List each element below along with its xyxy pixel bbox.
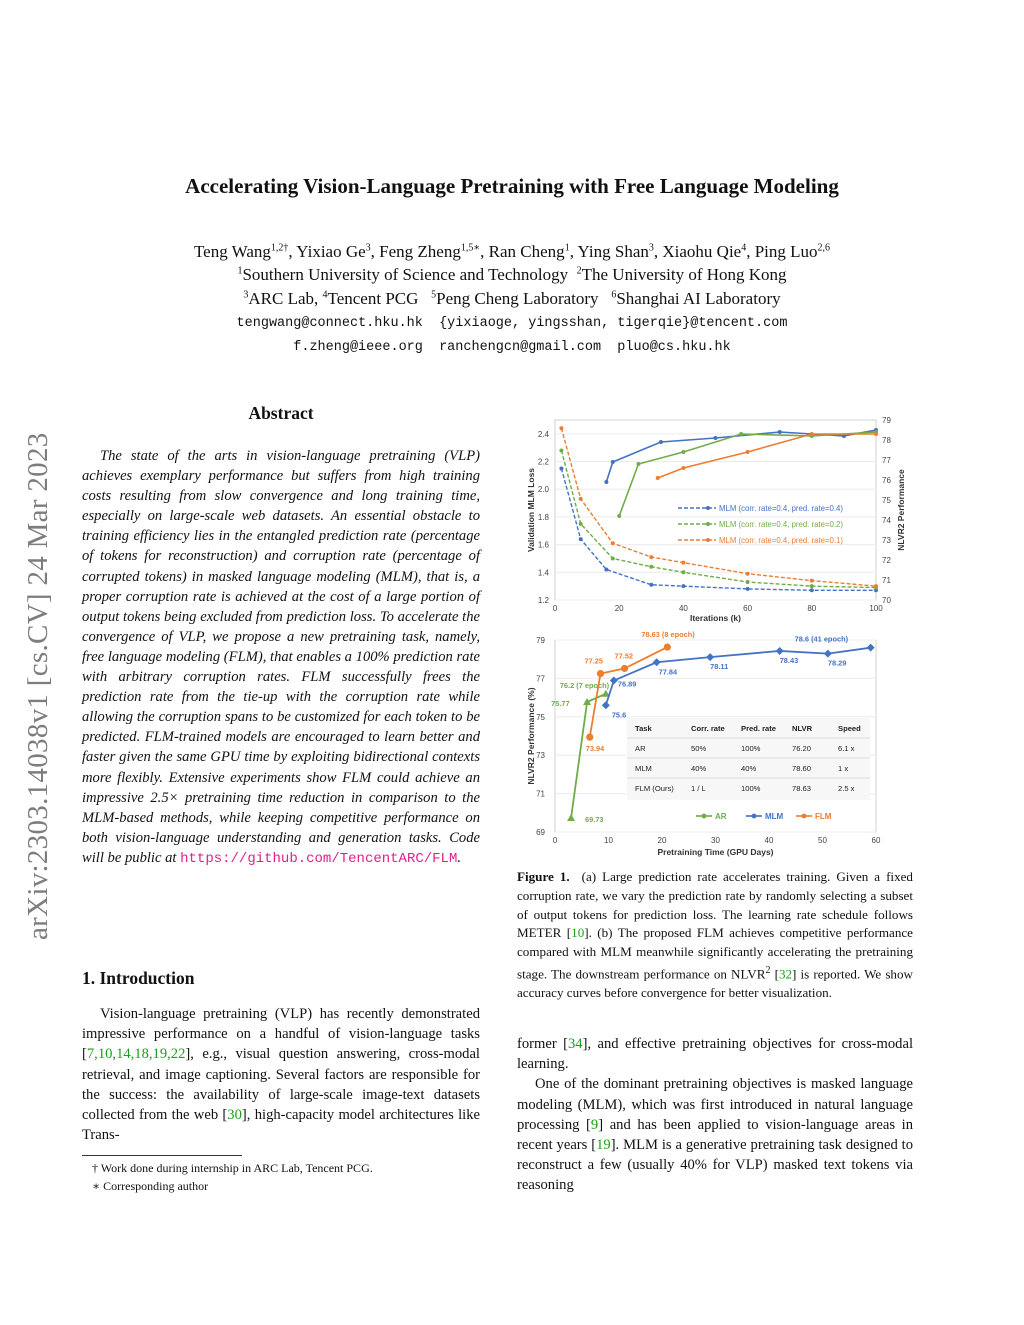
data-point xyxy=(602,701,610,709)
data-point xyxy=(867,644,875,652)
loss-point xyxy=(649,565,653,569)
section-heading: 1. Introduction xyxy=(82,968,195,988)
data-label: 73.94 xyxy=(585,744,605,754)
data-label: 78.29 xyxy=(827,658,847,668)
y2-tick-label: 73 xyxy=(882,536,891,545)
data-point xyxy=(824,650,832,658)
data-label: 77.25 xyxy=(584,656,603,666)
loss-point xyxy=(810,588,814,592)
citation-link[interactable]: 7,10,14,18,19,22 xyxy=(86,1046,186,1063)
y-tick-label: 75 xyxy=(536,712,545,722)
y-tick-label: 2.2 xyxy=(537,457,549,467)
figure-caption: Figure 1. (a) Large prediction rate accelerates training. Given a fixed corruption rate, we vary the prediction rate by randomly selecting a subset of output tokens for prediction loss. The learning rate schedule follows METER [10]. (b) The proposed FLM achieves competitive performance compared with MLM meanwhile significantly accelerating the pretraining stage. The downstream performance on NLVR$^2$ [32] is reported. We show accuracy curves before convergence for better visualization. xyxy=(517,869,913,1001)
x-tick-label: 40 xyxy=(678,604,688,613)
right-column-text: former [34], and effective pretraining objectives for cross-modal learning. One of the dominant pretraining objectives is masked language modeling (MLM), which was first introduced in natural language processing [9] and has been applied to vision-language areas in recent years [19]. MLM is a generative pretraining task designed to reconstruct a few (usually 40% for VLP) masked text tokens via reasoning xyxy=(517,1036,914,1194)
legend-entry: FLM xyxy=(815,812,832,821)
citation-link[interactable]: 19 xyxy=(596,1137,611,1154)
performance-point xyxy=(714,436,718,440)
y2-tick-label: 70 xyxy=(882,596,891,605)
loss-point xyxy=(579,497,583,501)
performance-point xyxy=(874,432,878,436)
data-label: 77.52 xyxy=(614,651,634,661)
data-point xyxy=(597,670,604,677)
loss-point xyxy=(746,587,750,591)
y2-tick-label: 72 xyxy=(882,556,891,565)
legend-entry: MLM (corr. rate=0.4, pred. rate=0.2) xyxy=(719,520,843,529)
table-cell: 50% xyxy=(691,744,707,753)
code-link[interactable]: https://github.com/TencentARC/FLM xyxy=(180,850,458,867)
intro-paragraph: Vision-language pretraining (VLP) has recently demonstrated impressive performance on a handful of vision-language tasks [7,10,14,18,19,22], e.g., visual question answering, cross-modal retrieval, and image captioning. Several factors are responsible for the success: the availability of large-scale image-text datasets collected from the web [30], high-capacity model architectures like Trans- xyxy=(82,1006,480,1144)
author-list: Teng Wang$^{1,2\dagger}$, Yixiao Ge$^3$, Feng Zheng$^{1,5∗}$, Ran Cheng$^1$, Ying Shan$^3$, Xiaohu Qie$^4$, Ping Luo$^{2,6}$ xyxy=(193,242,831,261)
legend-marker xyxy=(702,814,707,819)
x-axis-label: Iterations (k) xyxy=(689,613,742,623)
data-point xyxy=(706,653,714,661)
loss-point xyxy=(604,568,608,572)
loss-point xyxy=(579,537,583,541)
y2-tick-label: 77 xyxy=(882,456,891,465)
loss-point xyxy=(746,572,750,576)
loss-point xyxy=(559,466,563,470)
y-tick-label: 69 xyxy=(536,828,545,837)
data-point xyxy=(621,665,628,672)
data-point xyxy=(586,734,593,741)
loss-point xyxy=(611,541,615,545)
x-tick-label: 0 xyxy=(552,836,558,845)
emails-line-1: tengwang@connect.hku.hk {yixiaoge, yingsshan, tigerqie}@tencent.com xyxy=(236,316,788,331)
table-header: Task xyxy=(635,724,652,733)
affiliations-line-2: $^3$ARC Lab, $^4$Tencent PCG $^5$Peng Cheng Laboratory $^6$Shanghai AI Laboratory xyxy=(243,289,781,308)
data-point xyxy=(664,644,671,651)
loss-point xyxy=(649,555,653,559)
y-tick-label: 2.0 xyxy=(537,485,549,495)
performance-point xyxy=(746,450,750,454)
loss-point xyxy=(611,556,615,560)
performance-point xyxy=(659,440,663,444)
loss-point xyxy=(559,426,563,430)
y-tick-label: 71 xyxy=(536,789,545,799)
pretraining-time-chart xyxy=(520,630,912,862)
x-tick-label: 0 xyxy=(552,604,558,613)
table-cell: 1 x xyxy=(838,764,849,773)
footnote-rule xyxy=(82,1155,242,1156)
y-tick-label: 1.4 xyxy=(537,568,549,578)
performance-point xyxy=(778,430,782,434)
footnote-corresponding: ∗ Corresponding author xyxy=(92,1179,209,1193)
performance-point xyxy=(681,450,685,454)
data-label: 78.63 (8 epoch) xyxy=(641,630,695,640)
citation-link[interactable]: 30 xyxy=(227,1107,242,1124)
x-tick-label: 20 xyxy=(657,836,667,845)
performance-series-line xyxy=(606,430,876,482)
performance-point xyxy=(617,514,621,518)
legend-marker xyxy=(706,522,710,526)
data-label: 77.84 xyxy=(658,667,678,677)
loss-point xyxy=(559,448,563,452)
table-cell: 78.63 xyxy=(792,784,812,793)
performance-point xyxy=(810,432,814,436)
table-cell: 40% xyxy=(691,764,707,773)
emails-line-2: f.zheng@ieee.org ranchengcn@gmail.com pluo@cs.hku.hk xyxy=(293,340,731,355)
y-axis-label: Validation MLM Loss xyxy=(526,467,536,553)
x-tick-label: 100 xyxy=(869,604,883,613)
y2-tick-label: 71 xyxy=(882,576,891,585)
data-point xyxy=(776,647,784,655)
table-cell: 1 / L xyxy=(691,784,706,793)
legend-marker xyxy=(706,506,710,510)
abstract-text: The state of the arts in vision-language pretraining (VLP) achieves exemplary performance but suffers from high training costs resulting from slow convergence and long training time, especially on large-scale web datasets. An essential obstacle to training efficiency lies in the entangled prediction rate (percentage of tokens for reconstruction) and corruption rate (percentage of corrupted tokens) in masked language modeling (MLM), that is, a proper corruption rate is achieved at the cost of a large portion of output tokens being excluded from prediction loss. To accelerate the convergence of VLP, we propose a new pretraining task, namely, free language modeling (FLM), that enables a 100% prediction rate with arbitrary corruption rates. FLM successfully frees the prediction rate from the tie-up with the corruption rate while allowing the corruption spans to be customized for each token to be predicted. FLM-trained models are encouraged to learn better and faster given the same GPU time by exploiting bidirectional contexts more flexibly. Extensive experiments show FLM could achieve an impressive 2.5× pretraining time reduction in comparison to the MLM-based methods, while keeping competitive performance on both vision-language understanding and generation tasks. Code will be public at https://github.com/TencentARC/FLM. xyxy=(82,448,480,867)
data-label: 75.6 xyxy=(611,710,627,720)
table-cell: 6.1 x xyxy=(838,744,855,753)
series-line xyxy=(571,694,606,818)
performance-point xyxy=(636,462,640,466)
y2-tick-label: 75 xyxy=(882,496,891,505)
abstract-heading: Abstract xyxy=(248,403,314,423)
loss-performance-chart xyxy=(520,408,912,628)
y-tick-label: 2.4 xyxy=(537,429,549,439)
loss-point xyxy=(746,580,750,584)
legend-entry: MLM (corr. rate=0.4, pred. rate=0.4) xyxy=(719,504,843,513)
loss-point xyxy=(681,570,685,574)
affiliations-line-1: $^1$Southern University of Science and Technology $^2$The University of Hong Kong xyxy=(237,265,787,284)
table-cell: 100% xyxy=(741,784,761,793)
loss-point xyxy=(681,584,685,588)
performance-point xyxy=(611,460,615,464)
data-label: 78.43 xyxy=(779,655,799,665)
legend-marker xyxy=(706,538,710,542)
x-tick-label: 20 xyxy=(614,604,624,613)
series-line xyxy=(606,648,871,706)
data-label: 76.89 xyxy=(617,679,637,689)
y-tick-label: 1.8 xyxy=(537,512,549,522)
legend-marker xyxy=(752,814,757,819)
loss-point xyxy=(874,584,878,588)
table-header: Speed xyxy=(838,724,861,733)
data-point xyxy=(653,658,661,666)
footnote-internship: † Work done during internship in ARC Lab, Tencent PCG. xyxy=(92,1161,373,1175)
table-cell: 100% xyxy=(741,744,761,753)
x-tick-label: 50 xyxy=(818,836,827,845)
arxiv-stamp: arXiv:2303.14038v1 [cs.CV] 24 Mar 2023 xyxy=(22,432,54,940)
y-tick-label: 79 xyxy=(536,636,545,645)
y-tick-label: 73 xyxy=(536,751,545,761)
x-tick-label: 10 xyxy=(604,836,613,845)
data-label: 76.2 (7 epoch) xyxy=(559,680,610,690)
table-header: Pred. rate xyxy=(741,724,777,733)
performance-point xyxy=(739,432,743,436)
citation-link[interactable]: 32 xyxy=(778,966,793,982)
loss-series-line xyxy=(561,450,876,587)
data-label: 78.6 (41 epoch) xyxy=(794,634,849,644)
y2-tick-label: 74 xyxy=(882,516,891,525)
paper-title: Accelerating Vision-Language Pretraining with Free Language Modeling xyxy=(185,174,839,198)
legend-entry: MLM (corr. rate=0.4, pred. rate=0.1) xyxy=(719,536,843,545)
table-cell: AR xyxy=(635,744,646,753)
data-label: 75.77 xyxy=(551,699,570,709)
data-point xyxy=(567,814,575,821)
loss-point xyxy=(810,584,814,588)
y2-tick-label: 78 xyxy=(882,436,891,445)
performance-point xyxy=(681,466,685,470)
performance-point xyxy=(656,476,660,480)
x-tick-label: 40 xyxy=(764,836,774,845)
legend-entry: MLM xyxy=(765,812,784,821)
y2-tick-label: 79 xyxy=(882,416,891,425)
legend-entry: AR xyxy=(715,812,727,821)
y2-axis-label: NLVR2 Performance xyxy=(896,469,906,551)
table-cell: FLM (Ours) xyxy=(635,784,674,793)
x-tick-label: 60 xyxy=(743,604,753,613)
x-tick-label: 80 xyxy=(807,604,817,613)
x-axis-label: Pretraining Time (GPU Days) xyxy=(657,847,774,857)
table-cell: 40% xyxy=(741,764,757,773)
table-cell: 78.60 xyxy=(792,764,812,773)
loss-point xyxy=(810,579,814,583)
data-label: 69.73 xyxy=(585,814,604,824)
loss-point xyxy=(579,522,583,526)
citation-link[interactable]: 34 xyxy=(568,1036,583,1052)
y-tick-label: 1.2 xyxy=(537,596,549,605)
data-label: 78.11 xyxy=(710,662,729,672)
citation-link[interactable]: 10 xyxy=(571,925,585,941)
citation-link[interactable]: 9 xyxy=(590,1116,599,1133)
y-axis-label: NLVR2 Performance (%) xyxy=(526,687,536,785)
loss-point xyxy=(649,583,653,587)
table-cell: 2.5 x xyxy=(838,784,855,793)
table-header: NLVR xyxy=(792,724,813,733)
performance-point xyxy=(604,480,608,484)
y-tick-label: 1.6 xyxy=(537,540,549,550)
table-cell: 76.20 xyxy=(792,744,812,753)
table-header: Corr. rate xyxy=(691,724,725,733)
legend-marker xyxy=(802,814,807,819)
data-point xyxy=(610,677,618,685)
x-tick-label: 60 xyxy=(871,836,881,845)
x-tick-label: 30 xyxy=(711,836,720,845)
loss-point xyxy=(681,561,685,565)
y2-tick-label: 76 xyxy=(882,476,891,485)
table-cell: MLM xyxy=(635,764,652,773)
y-tick-label: 77 xyxy=(536,674,545,684)
